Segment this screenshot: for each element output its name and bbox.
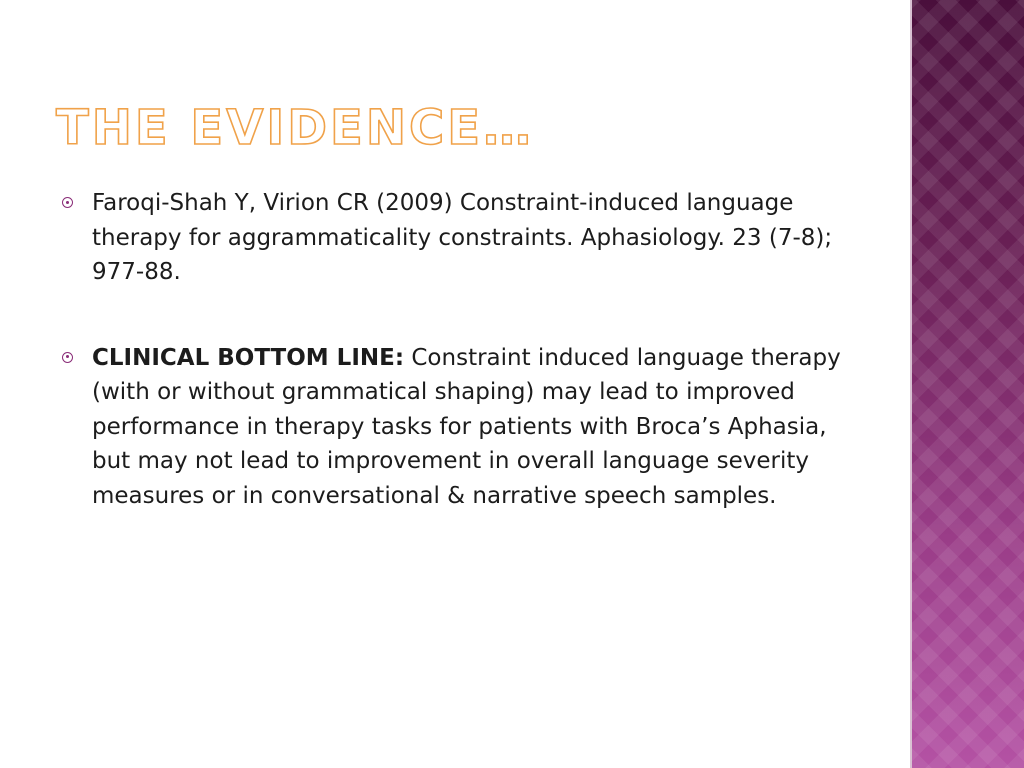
clinical-bottom-line-label: CLINICAL BOTTOM LINE: [92, 344, 405, 371]
circled-dot-bullet-icon [62, 197, 73, 208]
clinical-bottom-line-text: Constraint induced language therapy (with or without grammatical shaping) may lead to improved performance in therapy tasks for patients with Broca’s Aphasia, but may not lead to improvement in overall language severity measures or in conversational & narrative speech samples. [92, 344, 841, 509]
decorative-side-panel [912, 0, 1024, 768]
bullet-list [60, 186, 860, 513]
slide-title: THE EVIDENCE… [56, 100, 535, 156]
bullet-clinical-bottom-line [60, 341, 860, 514]
citation-text: Faroqi-Shah Y, Virion CR (2009) Constraint-induced language therapy for aggrammaticality constraints. Aphasiology. 23 (7-8); 977-88. [92, 190, 833, 285]
bullet-citation [60, 186, 860, 290]
circled-dot-bullet-icon [62, 352, 73, 363]
